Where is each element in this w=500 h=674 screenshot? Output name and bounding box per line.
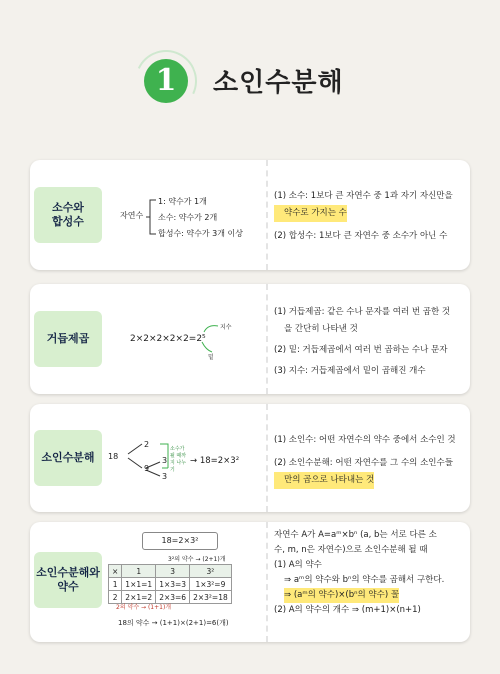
table-row [109,565,232,578]
tree-18: 18 [108,452,119,461]
table-cell: 1 [122,565,156,578]
divider [266,404,268,512]
base-label: 밑 [208,354,214,361]
table-cell: × [109,565,122,578]
table-cell: 3² [190,565,232,578]
table-cell: 2×3=6 [156,591,190,604]
def-exponent: (3) 지수: 거듭제곱에서 밑이 곱해진 개수 [274,366,426,376]
table-cell: 1×1=1 [122,578,156,591]
def-factorization: (2) 소인수분해: 어떤 자연수를 그 수의 소인수들 [274,458,453,468]
rule-line-5: ⇒ (aᵐ의 약수)×(bⁿ의 약수) 꼴 [284,588,399,603]
rule-line-1: 자연수 A가 A=aᵐ×bⁿ (a, b는 서로 다른 소 [274,530,437,540]
divider [266,522,268,642]
card-prime-composite [30,160,470,270]
definitions [274,188,453,245]
divider [266,160,268,270]
branch-one: 1: 약수가 1개 [158,197,207,206]
tree-note: 소수가 될 때까지 나누기 [170,446,187,473]
def-composite: (2) 합성수: 1보다 큰 자연수 중 소수가 아닌 수 [274,231,448,241]
chapter-number: 1 [144,59,188,103]
table-cell: 2 [109,591,122,604]
tree-9: 9 [144,464,150,473]
def-factorization-cont: 만의 곱으로 나타내는 것 [274,472,374,489]
card-power [30,284,470,394]
def-prime-cont: 약수로 가지는 수 [274,205,347,222]
top-note: 3²의 약수 → (2+1)개 [168,556,226,563]
divisor-count: 18의 약수 → (1+1)×(2+1)=6(개) [118,619,229,627]
factor-result: → 18=2×3² [190,456,240,466]
table-cell: 1 [109,578,122,591]
topic-tag: 소인수분해와 약수 [34,552,102,608]
power-expression: 2×2×2×2×2=2⁵ [130,334,206,344]
topic-tag: 거듭제곱 [34,311,102,367]
table-cell: 1×3=3 [156,578,190,591]
rule-line-3: (1) A의 약수 [274,560,322,570]
table-cell: 2×1=2 [122,591,156,604]
def-power-cont: 을 간단히 나타낸 것 [284,324,358,334]
def-prime: (1) 소수: 1보다 큰 자연수 중 1과 자기 자신만을 [274,191,453,201]
exponent-label: 지수 [220,324,232,331]
tree-bracket [146,198,158,238]
topic-tag: 소수와 합성수 [34,187,102,243]
side-note: 2의 약수 → (1+1)개 [116,604,172,611]
tree-root: 자연수 [120,211,144,220]
definitions [274,432,456,489]
branch-composite: 합성수: 약수가 3개 이상 [158,229,243,238]
divider [266,284,268,394]
rule-line-6: (2) A의 약수의 개수 ⇒ (m+1)×(n+1) [274,605,421,615]
divisor-rules [274,528,444,618]
divisor-table [108,564,232,604]
table-cell: 2×3²=18 [190,591,232,604]
branch-prime: 소수: 약수가 2개 [158,213,218,222]
chapter-header [0,40,500,120]
rule-line-4: ⇒ aᵐ의 약수와 bⁿ의 약수를 곱해서 구한다. [284,575,445,585]
page-title: 소인수분해 [213,68,344,98]
topic-tag: 소인수분해 [34,430,102,486]
tree-3a: 3 [162,456,168,465]
chapter-number-badge [135,50,195,110]
definitions [274,304,450,380]
def-prime-factor: (1) 소인수: 어떤 자연수의 약수 중에서 소수인 것 [274,435,456,445]
def-power: (1) 거듭제곱: 같은 수나 문자를 여러 번 곱한 것 [274,307,451,317]
card-factorization [30,404,470,512]
tree-2: 2 [144,440,150,449]
factor-box: 18=2×3² [142,532,218,550]
table-row [109,578,232,591]
def-base: (2) 밑: 거듭제곱에서 여러 번 곱하는 수나 문자 [274,345,448,355]
card-divisors [30,522,470,642]
table-cell: 1×3²=9 [190,578,232,591]
rule-line-2: 수, m, n은 자연수)으로 소인수분해 될 때 [274,545,428,555]
tree-3b: 3 [162,472,168,481]
table-cell: 3 [156,565,190,578]
